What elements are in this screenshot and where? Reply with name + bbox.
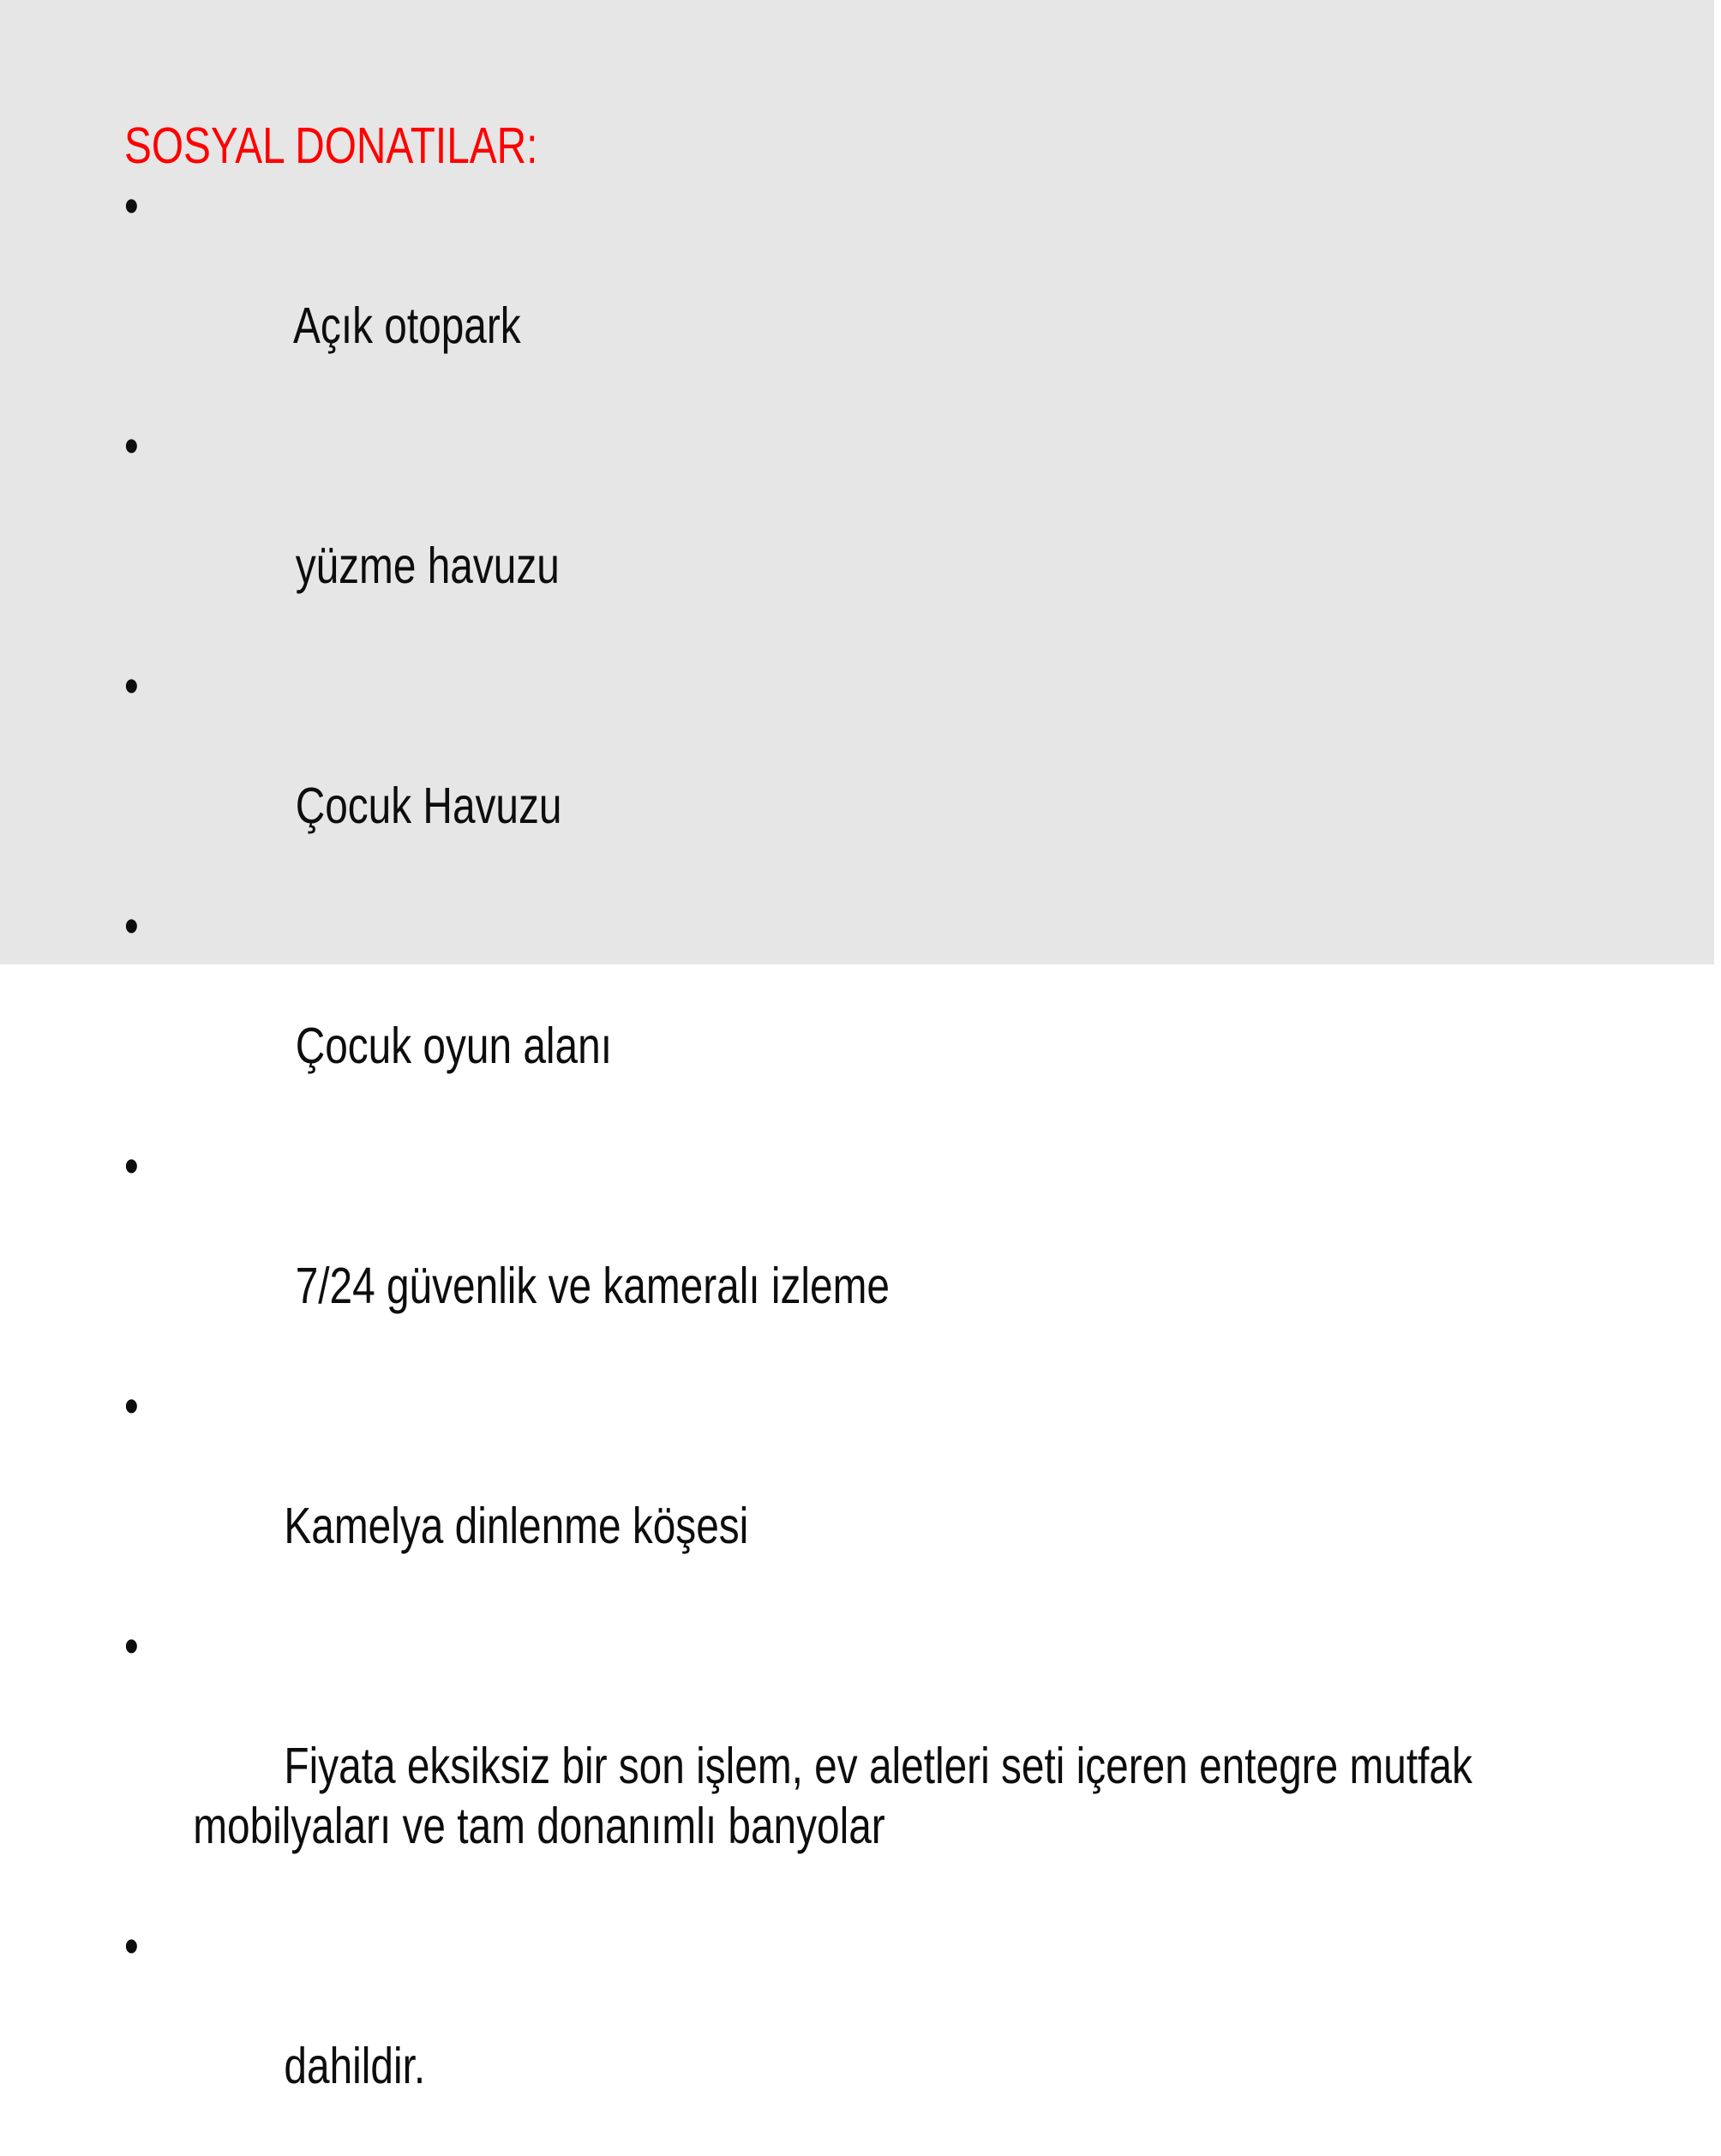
bullet-marker: • [124,658,139,714]
bullet-text: dahildir. [284,2038,426,2094]
slide-title: SOSYAL DONATILAR: [124,117,538,174]
bullet-text: Kamelya dinlenme köşesi [284,1498,749,1554]
bullet-item [124,416,1637,656]
bullet-item [124,1376,1637,1616]
bullet-text: Fiyata eksiksiz bir son işlem, ev aletleri seti içeren entegre mutfak mobilyaları ve tam donanımlı banyolar [193,1738,1484,1854]
bullet-item [124,1616,1637,1916]
bullet-item [124,1136,1637,1376]
bullet-marker: • [124,417,139,474]
bullet-marker: • [124,1618,139,1674]
bullet-list [124,176,1637,2156]
bullet-item [124,1916,1637,2156]
bullet-marker: • [124,1918,139,1974]
bullet-item [124,656,1637,896]
bullet-marker: • [124,898,139,954]
slide-text-block [124,116,1721,2156]
bullet-marker: • [124,177,139,234]
bullet-item [124,896,1637,1136]
bullet-marker: • [124,1378,139,1434]
bullet-text: Çocuk oyun alanı [284,1018,612,1074]
bullet-text: Çocuk Havuzu [284,778,562,834]
bullet-text: yüzme havuzu [284,537,560,594]
bullet-text: 7/24 güvenlik ve kameralı izleme [284,1258,890,1314]
bullet-text: Açık otopark [284,297,521,354]
bullet-marker: • [124,1138,139,1194]
bullet-item [124,176,1637,416]
